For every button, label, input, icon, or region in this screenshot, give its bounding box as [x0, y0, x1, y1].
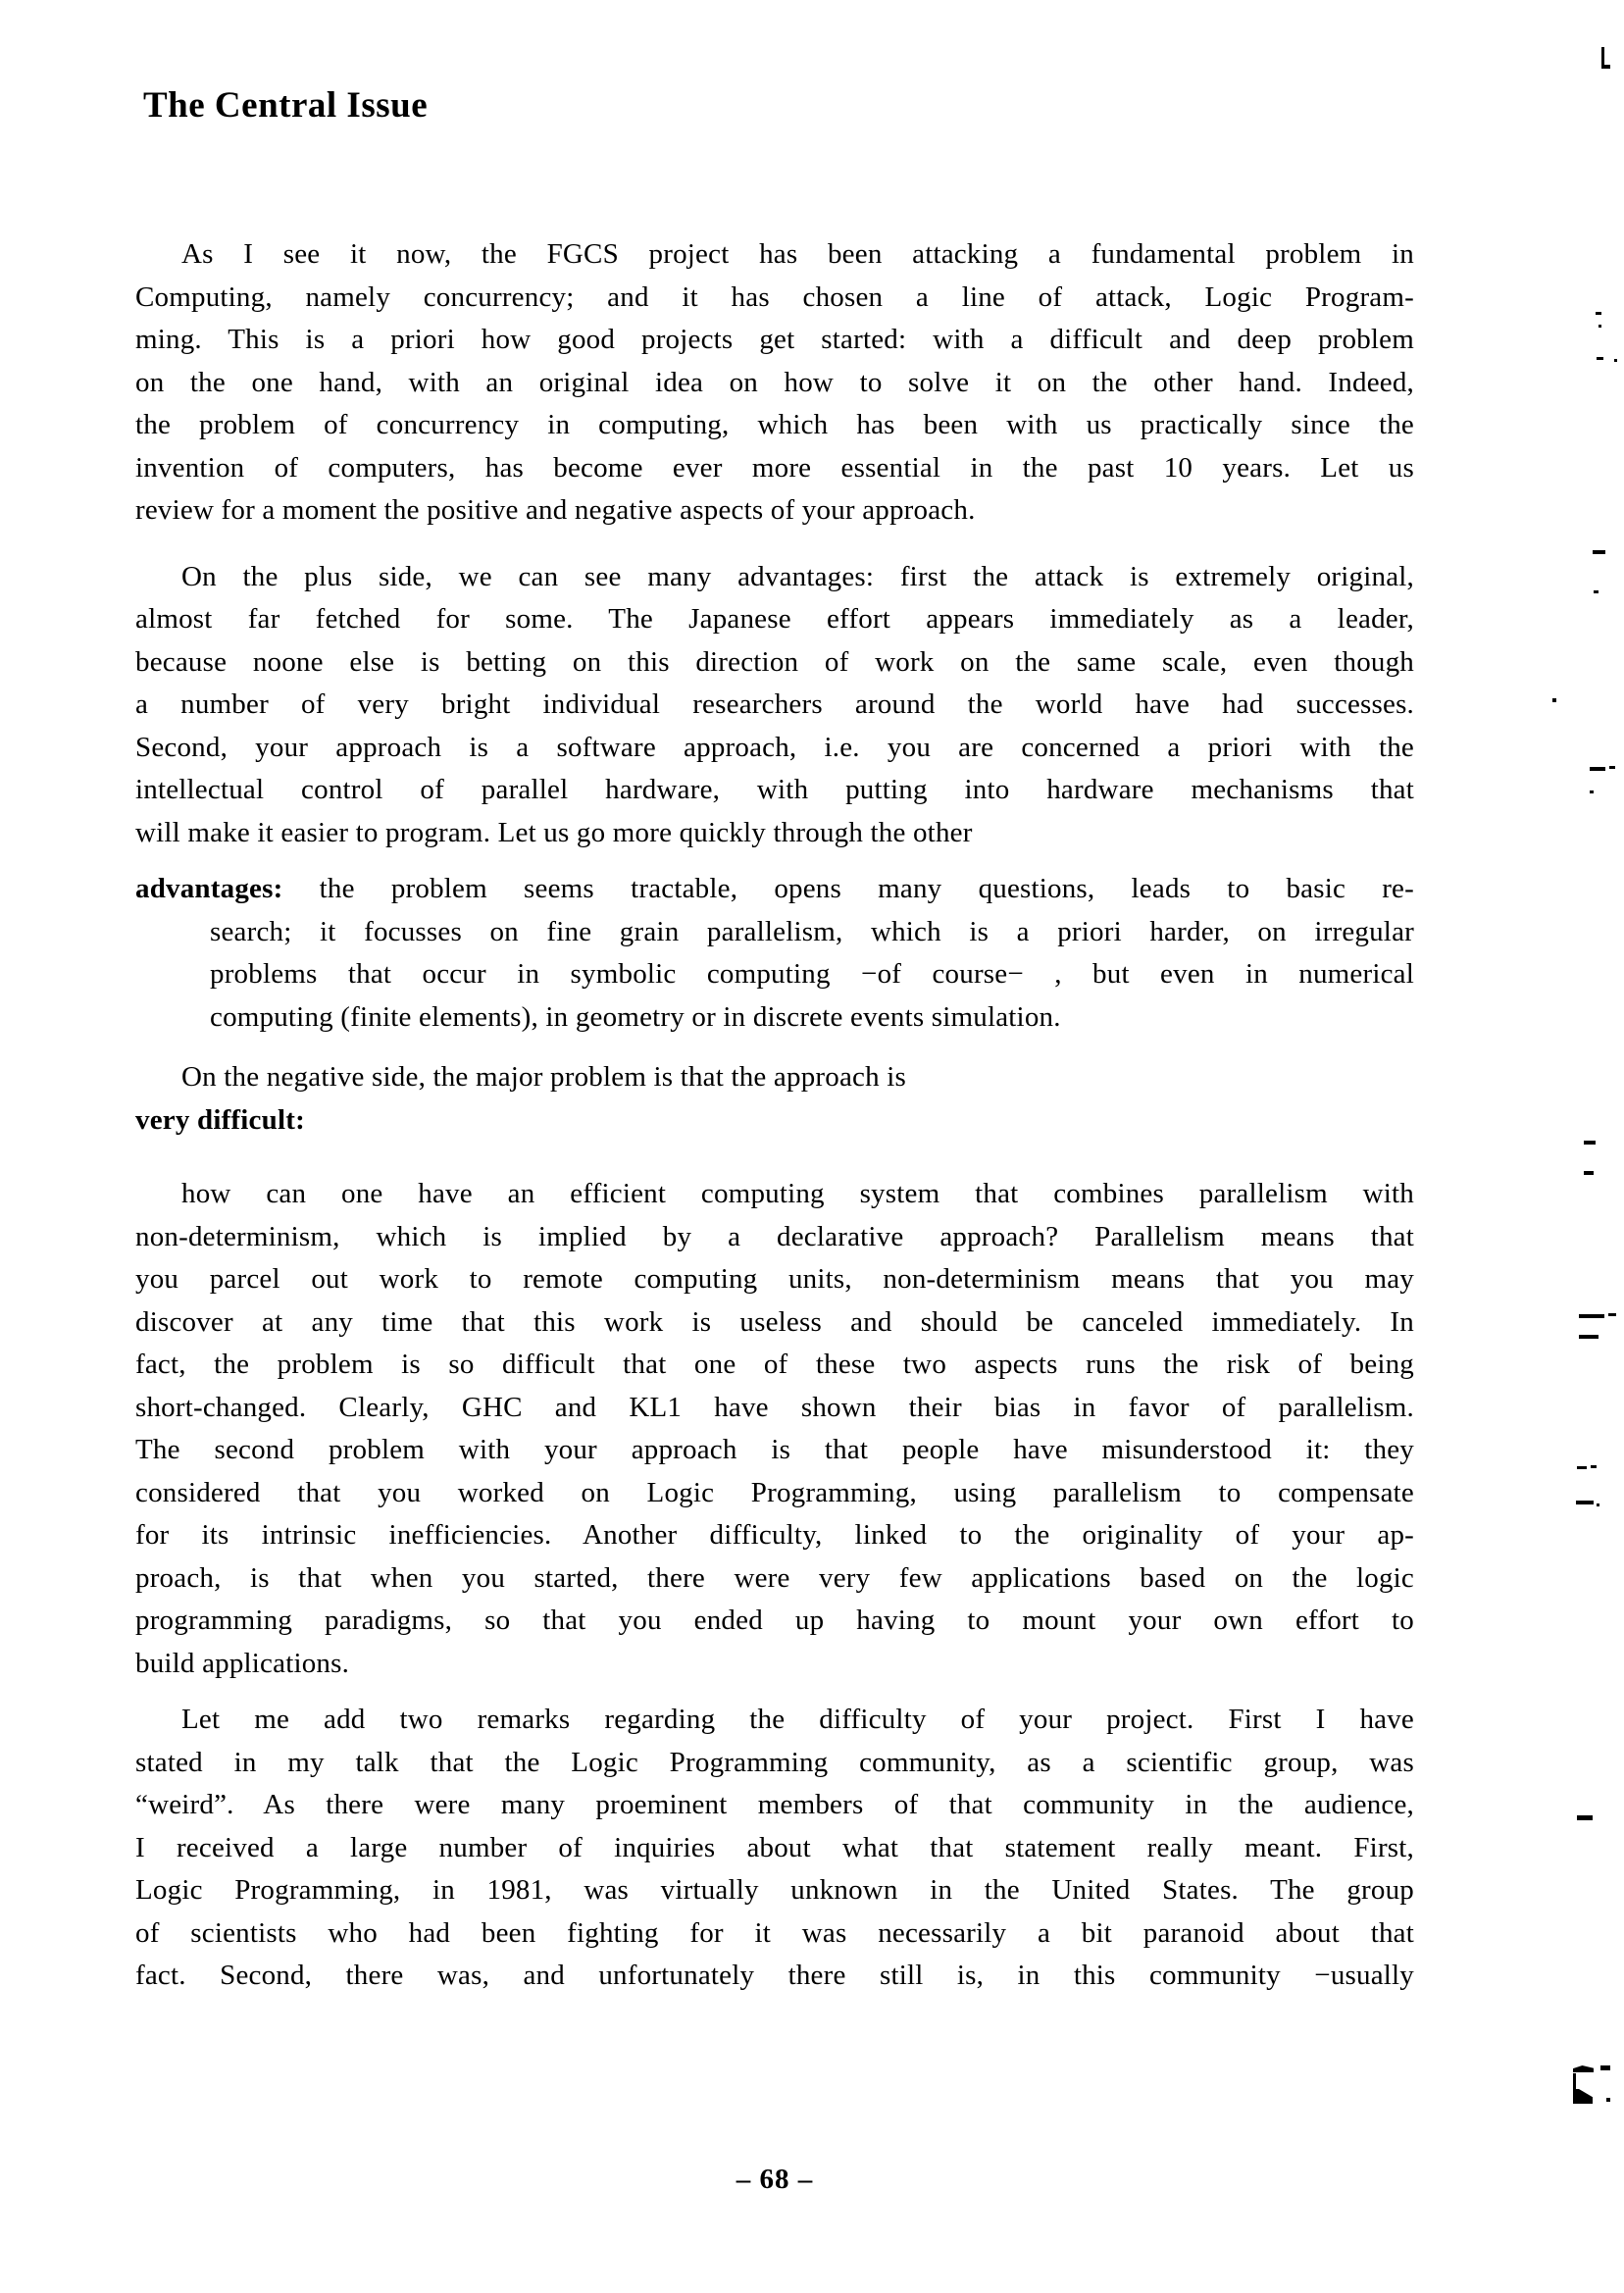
text-line: advantages: the problem seems tractable, opens many questions, leads to basic re- [135, 873, 1414, 904]
text-line: Second, your approach is a software approach, i.e. you are concerned a priori with the [135, 731, 1414, 763]
scan-artifact [1599, 325, 1601, 328]
scan-artifact [1594, 590, 1599, 593]
page-title: The Central Issue [143, 85, 429, 126]
paragraph [135, 1173, 1414, 1685]
text-line: search; it focusses on fine grain parallelism, which is a priori harder, on irregular [210, 915, 1414, 947]
scan-artifact [1590, 767, 1605, 771]
text-line: proach, is that when you started, there were very few applications based on the logic [135, 1561, 1414, 1594]
scan-artifact [1601, 47, 1604, 67]
text-line: On the negative side, the major problem is that the approach is [181, 1061, 907, 1093]
text-line: Let me add two remarks regarding the difficulty of your project. First I have [181, 1704, 1414, 1735]
text-column [135, 233, 1414, 1998]
text-line: fact, the problem is so difficult that one of these two aspects runs the risk of being [135, 1349, 1414, 1380]
text-line: The second problem with your approach is that people have misunderstood it: they [135, 1434, 1414, 1465]
text-line: review for a moment the positive and negative aspects of your approach. [135, 494, 976, 526]
text-line: build applications. [135, 1647, 350, 1679]
corner-mark-top-right [1600, 2065, 1610, 2070]
corner-registration-mark [1573, 2064, 1620, 2105]
corner-mark-dot [1606, 2098, 1610, 2102]
text-line: intellectual control of parallel hardware, with putting into hardware mechanisms that [135, 774, 1414, 805]
scan-artifact [1614, 359, 1617, 362]
scan-artifact [1591, 1465, 1597, 1468]
text-line: because noone else is betting on this direction of work on the same scale, even though [135, 645, 1414, 678]
text-line: Computing, namely concurrency; and it has chosen a line of attack, Logic Program- [135, 280, 1414, 313]
scan-artifact [1576, 1501, 1594, 1504]
text-line: you parcel out work to remote computing units, non-determinism means that you may [135, 1263, 1414, 1295]
text-line: problems that occur in symbolic computing −of course− , but even in numerical [210, 958, 1414, 990]
text-line: computing (finite elements), in geometry or in discrete events simulation. [210, 1000, 1061, 1033]
scan-artifact [1584, 1171, 1594, 1175]
text-line: non-determinism, which is implied by a declarative approach? Parallelism means that [135, 1220, 1414, 1252]
text-line: the problem of concurrency in computing, which has been with us practically since the [135, 409, 1414, 440]
text-line: for its intrinsic inefficiencies. Another difficulty, linked to the originality of your ap- [135, 1519, 1414, 1551]
text-line: very difficult: [135, 1103, 305, 1136]
text-line: on the one hand, with an original idea on how to solve it on the other hand. Indeed, [135, 366, 1414, 398]
text-line: fact. Second, there was, and unfortunately there still is, in this community −usually [135, 1960, 1414, 1991]
scan-artifact [1597, 357, 1603, 360]
paragraph [135, 233, 1414, 533]
text-line: Logic Programming, in 1981, was virtually unknown in the United States. The group [135, 1874, 1414, 1906]
corner-mark-bottom-wedge [1573, 2089, 1593, 2104]
scan-artifact [1601, 65, 1610, 69]
text-line: considered that you worked on Logic Programming, using parallelism to compensate [135, 1476, 1414, 1508]
text-line: programming paradigms, so that you ended up having to mount your own effort to [135, 1605, 1414, 1636]
scan-artifact [1579, 1335, 1599, 1339]
scan-artifact [1552, 698, 1556, 702]
scan-artifact [1596, 312, 1601, 315]
scan-artifact [1608, 1313, 1616, 1316]
text-line: almost far fetched for some. The Japanese effort appears immediately as a leader, [135, 603, 1414, 635]
paragraph [135, 1699, 1414, 1998]
text-line: short-changed. Clearly, GHC and KL1 have shown their bias in favor of parallelism. [135, 1391, 1414, 1423]
corner-mark-top-bar [1573, 2065, 1594, 2072]
scan-artifact [1593, 550, 1605, 554]
text-line: how can one have an efficient computing system that combines parallelism with [181, 1178, 1414, 1209]
text-line: stated in my talk that the Logic Programming community, as a scientific group, was [135, 1746, 1414, 1778]
scan-artifact [1577, 1466, 1587, 1469]
text-line: of scientists who had been fighting for it was necessarily a bit paranoid about that [135, 1916, 1414, 1949]
paragraph [135, 1056, 1414, 1142]
scan-artifact [1577, 1815, 1593, 1820]
corner-mark-left-edge [1573, 2073, 1576, 2089]
paragraph [135, 868, 1414, 1039]
scan-artifact [1597, 1503, 1599, 1506]
paragraph [135, 556, 1414, 855]
scan-artifact [1584, 1141, 1596, 1145]
text-line: “weird”. As there were many proeminent members of that community in the audience, [135, 1789, 1414, 1820]
text-line: On the plus side, we can see many advantages: first the attack is extremely original, [181, 560, 1414, 592]
text-line: invention of computers, has become ever more essential in the past 10 years. Let us [135, 451, 1414, 484]
text-line: will make it easier to program. Let us go more quickly through the other [135, 816, 973, 848]
page-number: – 68 – [736, 2164, 814, 2195]
text-line: a number of very bright individual researchers around the world have had successes. [135, 688, 1414, 720]
scan-artifact [1609, 766, 1615, 769]
text-line: As I see it now, the FGCS project has been attacking a fundamental problem in [181, 238, 1414, 270]
scan-artifact [1590, 790, 1594, 793]
scan-artifact [1579, 1314, 1604, 1318]
text-line: ming. This is a priori how good projects get started: with a difficult and deep problem [135, 324, 1414, 355]
text-line: I received a large number of inquiries about what that statement really meant. First, [135, 1831, 1414, 1863]
text-line: discover at any time that this work is useless and should be canceled immediately. In [135, 1305, 1414, 1338]
